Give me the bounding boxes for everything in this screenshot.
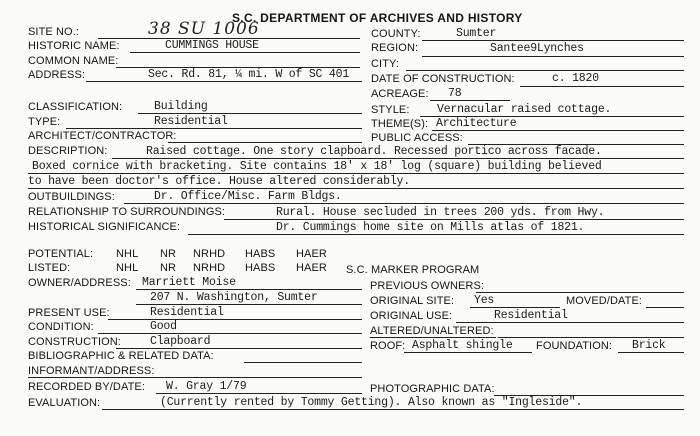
region-rule — [422, 56, 684, 57]
potential-option-nr: NR — [160, 248, 177, 260]
region-label: REGION: — [371, 42, 419, 54]
architect-label: ARCHITECT/CONTRACTOR: — [28, 130, 177, 142]
historic-name-label: HISTORIC NAME: — [28, 40, 120, 52]
recorded-by-rule — [156, 393, 362, 394]
address-value: Sec. Rd. 81, ¼ mi. W of SC 401 — [148, 68, 350, 81]
site-no-value: 38 SU 1006 — [148, 19, 260, 39]
original-site-label: ORIGINAL SITE: — [370, 295, 455, 307]
outbuildings-label: OUTBUILDINGS: — [28, 191, 115, 203]
type-label: TYPE: — [28, 116, 61, 128]
potential-option-habs: HABS — [245, 248, 276, 260]
relationship-label: RELATIONSHIP TO SURROUNDINGS: — [28, 206, 226, 218]
evaluation-rule — [102, 409, 684, 410]
listed-option-nr: NR — [160, 262, 177, 274]
original-use-value: Residential — [494, 309, 568, 322]
moved-date-rule — [646, 307, 684, 308]
bibliographic-rule — [244, 362, 362, 363]
region-value: Santee9Lynches — [490, 42, 584, 55]
bibliographic-label: BIBLIOGRAPHIC & RELATED DATA: — [28, 350, 214, 362]
listed-option-haer: HAER — [296, 262, 327, 274]
recorded-by-label: RECORDED BY/DATE: — [28, 381, 146, 393]
form-header: S.C. DEPARTMENT OF ARCHIVES AND HISTORY — [232, 11, 523, 25]
evaluation-label: EVALUATION: — [28, 397, 101, 409]
original-site-value: Yes — [474, 294, 495, 307]
themes-value: Architecture — [436, 117, 517, 130]
foundation-rule — [618, 352, 684, 353]
roof-label: ROOF: — [370, 340, 406, 352]
informant-rule — [28, 377, 362, 378]
potential-option-nrhd: NRHD — [193, 248, 226, 260]
relationship-value: Rural. House secluded in trees 200 yds. from Hwy. — [276, 206, 605, 219]
city-rule — [406, 70, 684, 71]
historic-name-value: CUMMINGS HOUSE — [165, 39, 259, 52]
description-line-1: Raised cottage. One story clapboard. Recessed portico across facade. — [146, 145, 602, 158]
site-no-label: SITE NO.: — [28, 26, 80, 38]
style-value: Vernacular raised cottage. — [437, 103, 612, 116]
style-label: STYLE: — [371, 104, 410, 116]
moved-date-label: MOVED/DATE: — [566, 295, 643, 307]
classification-rule — [138, 113, 362, 114]
description-rule-2 — [28, 173, 684, 174]
listed-option-habs: HABS — [245, 262, 276, 274]
county-rule — [422, 40, 684, 41]
foundation-value: Brick — [632, 339, 666, 352]
historical-significance-value: Dr. Cummings home site on Mills atlas of 1821. — [276, 221, 585, 234]
condition-rule — [98, 333, 362, 334]
original-use-label: ORIGINAL USE: — [370, 310, 453, 322]
present-use-label: PRESENT USE: — [28, 307, 110, 319]
county-value: Sumter — [456, 27, 497, 40]
address-label: ADDRESS: — [28, 69, 86, 81]
original-use-rule — [456, 322, 684, 323]
potential-option-nhl: NHL — [116, 248, 139, 260]
relationship-rule — [224, 219, 684, 220]
potential-option-haer: HAER — [296, 248, 327, 260]
present-use-rule — [108, 319, 362, 320]
acreage-label: ACREAGE: — [371, 88, 429, 100]
listed-option-nhl: NHL — [116, 262, 139, 274]
foundation-label: FOUNDATION: — [536, 340, 613, 352]
evaluation-value: (Currently rented by Tommy Getting). Also known as "Ingleside". — [160, 396, 583, 409]
present-use-value: Residential — [150, 306, 224, 319]
roof-rule — [404, 352, 532, 353]
themes-rule — [432, 130, 684, 131]
city-label: CITY: — [371, 58, 400, 70]
date-of-construction-rule — [520, 86, 684, 87]
county-label: COUNTY: — [371, 28, 421, 40]
type-value: Residential — [154, 115, 228, 128]
themes-label: THEME(S): — [371, 118, 429, 130]
recorded-by-value: W. Gray 1/79 — [166, 380, 247, 393]
condition-value: Good — [150, 320, 177, 333]
architect-rule — [168, 142, 362, 143]
public-access-label: PUBLIC ACCESS: — [371, 132, 463, 144]
original-site-rule — [470, 307, 560, 308]
acreage-value: 78 — [448, 87, 462, 100]
owner-rule — [136, 289, 362, 290]
classification-value: Building — [154, 100, 208, 113]
historic-name-rule — [130, 52, 360, 53]
owner-street: 207 N. Washington, Sumter — [150, 291, 318, 304]
condition-label: CONDITION: — [28, 321, 94, 333]
marker-program-label: S.C. MARKER PROGRAM — [346, 264, 480, 276]
description-rule-3 — [28, 188, 684, 189]
outbuildings-value: Dr. Office/Misc. Farm Bldgs. — [154, 190, 342, 203]
common-name-label: COMMON NAME: — [28, 55, 119, 67]
previous-owners-rule — [476, 292, 684, 293]
address-rule — [86, 81, 362, 82]
description-line-2: Boxed cornice with bracketing. Site contains 18' x 18' log (square) building believed — [32, 160, 602, 173]
listed-option-nrhd: NRHD — [193, 262, 226, 274]
photographic-data-label: PHOTOGRAPHIC DATA: — [370, 383, 495, 395]
date-of-construction-value: c. 1820 — [552, 72, 599, 85]
description-line-3: to have been doctor's office. House altered considerably. — [28, 175, 410, 188]
owner-street-rule — [136, 304, 362, 305]
roof-value: Asphalt shingle — [412, 339, 513, 352]
acreage-rule — [430, 100, 510, 101]
classification-label: CLASSIFICATION: — [28, 101, 123, 113]
owner-name: Marriett Moise — [142, 276, 236, 289]
construction-label: CONSTRUCTION: — [28, 336, 121, 348]
construction-value: Clapboard — [150, 335, 211, 348]
informant-label: INFORMANT/ADDRESS: — [28, 365, 155, 377]
altered-rule — [498, 337, 684, 338]
altered-label-underline — [370, 337, 496, 338]
altered-label: ALTERED/UNALTERED: — [370, 325, 494, 337]
outbuildings-rule — [124, 203, 684, 204]
potential-label: POTENTIAL: — [28, 248, 94, 260]
previous-owners-label: PREVIOUS OWNERS: — [370, 280, 485, 292]
type-rule — [66, 128, 362, 129]
historical-significance-label: HISTORICAL SIGNIFICANCE: — [28, 221, 181, 233]
historical-significance-rule — [188, 234, 684, 235]
description-label: DESCRIPTION: — [28, 145, 108, 157]
construction-rule — [116, 348, 362, 349]
description-rule-1 — [112, 158, 684, 159]
owner-label: OWNER/ADDRESS: — [28, 277, 131, 289]
listed-label: LISTED: — [28, 262, 71, 274]
date-of-construction-label: DATE OF CONSTRUCTION: — [371, 73, 515, 85]
